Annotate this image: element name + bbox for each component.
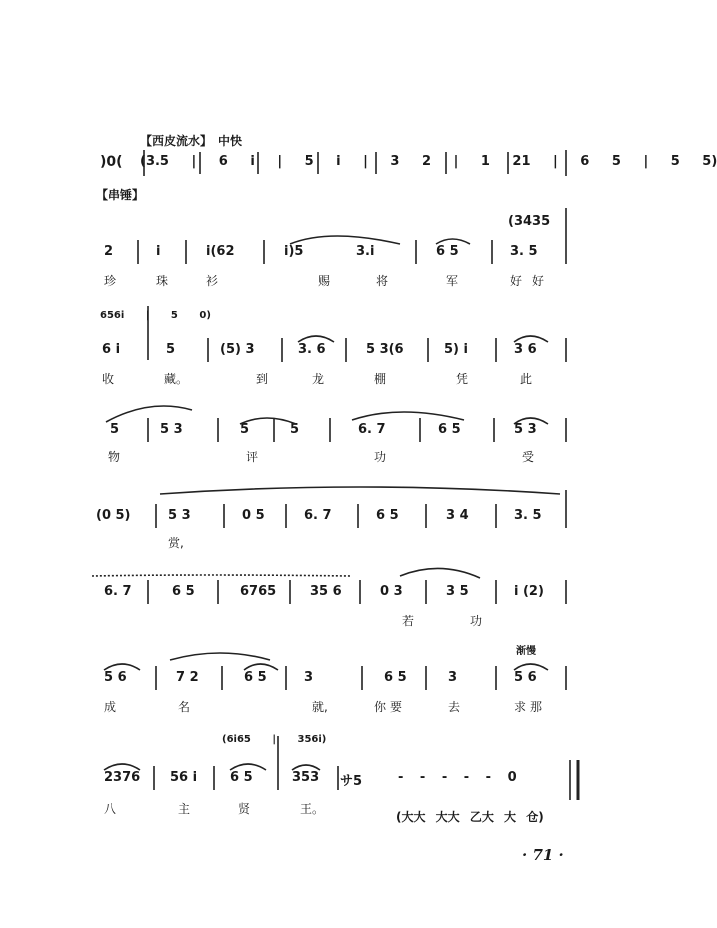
tempo-marking: 中快	[218, 134, 243, 148]
line5-note-6: 3 5	[446, 584, 469, 599]
line6-note-1: 5 6	[104, 670, 127, 685]
intro-row: (3.5 | 6 i | 5 i | 3 2 | 1 21 | 6 5 | 5 5)	[140, 154, 717, 169]
line1-note-1: 2	[104, 244, 114, 259]
line2-note-3: (5) 3	[220, 342, 255, 357]
line2-lyric-6: 凭	[456, 372, 469, 386]
line6-note-4: 3	[304, 670, 314, 685]
line1-note-7: 3. 5	[510, 244, 538, 259]
line5-lyric-1: 若	[402, 614, 415, 628]
line5-note-5: 0 3	[380, 584, 403, 599]
line4-lyric-1: 赏,	[168, 536, 184, 550]
line1-note-4: i)5	[284, 244, 304, 259]
line1-lyric-6: 军	[446, 274, 459, 288]
line7-note-3: 6 5	[230, 770, 253, 785]
line3-note-6: 6 5	[438, 422, 461, 437]
line2-upper: 656i | 5 0)	[100, 310, 211, 321]
line7-lyric-3: 贤	[238, 802, 251, 816]
line3-lyric-2: 评	[246, 450, 259, 464]
instrument-tag: 【串锤】	[96, 188, 145, 202]
line4-note-4: 6. 7	[304, 508, 332, 523]
line7-lyric-4: 王。	[300, 802, 325, 816]
line6-note-5: 6 5	[384, 670, 407, 685]
line2-lyric-2: 藏。	[164, 372, 189, 386]
line7-note-6: - - - - - 0	[398, 770, 517, 785]
lead-in: )0(	[100, 154, 123, 170]
line2-lyric-3: 到	[256, 372, 269, 386]
line7-lyric-2: 主	[178, 802, 191, 816]
line5-note-7: i (2)	[514, 584, 544, 599]
percussion-pattern: (大大 大大 乙大 大 仓)	[396, 810, 544, 824]
line2-note-4: 3. 6	[298, 342, 326, 357]
line6-lyric-5: 去	[448, 700, 461, 714]
line1-lyric-5: 将	[376, 274, 389, 288]
line3-lyric-3: 功	[374, 450, 387, 464]
line1-lyric-4: 赐	[318, 274, 331, 288]
line5-lyric-2: 功	[470, 614, 483, 628]
line3-lyric-1: 物	[108, 450, 121, 464]
line3-note-5: 6. 7	[358, 422, 386, 437]
line2-note-2: 5	[166, 342, 176, 357]
line1-note-5: 3.i	[356, 244, 375, 259]
line6-note-7: 5 6	[514, 670, 537, 685]
line4-note-1: (0 5)	[96, 508, 131, 523]
line6-lyric-4: 你要	[374, 700, 407, 714]
line7-note-5: サ5	[340, 774, 363, 789]
line1-lyric-2: 珠	[156, 274, 169, 288]
line3-note-1: 5	[110, 422, 120, 437]
line2-note-5: 5 3(6	[366, 342, 404, 357]
line5-note-3: 6765	[240, 584, 277, 599]
line4-note-5: 6 5	[376, 508, 399, 523]
line6-lyric-2: 名	[178, 700, 191, 714]
line6-lyric-6: 求那	[514, 700, 547, 714]
line6-lyric-1: 成	[104, 700, 117, 714]
line6-note-3: 6 5	[244, 670, 267, 685]
line3-note-7: 5 3	[514, 422, 537, 437]
line2-note-6: 5) i	[444, 342, 468, 357]
line5-note-2: 6 5	[172, 584, 195, 599]
line6-note-6: 3	[448, 670, 458, 685]
line5-note-4: 35 6	[310, 584, 342, 599]
line7-upper: (6i65 | 356i)	[222, 734, 327, 745]
line2-lyric-5: 棚	[374, 372, 387, 386]
line1-lyric-7: 好好	[510, 274, 555, 288]
line1-note-6: 6 5	[436, 244, 459, 259]
line4-note-7: 3. 5	[514, 508, 542, 523]
line3-note-2: 5 3	[160, 422, 183, 437]
line3-note-3: 5	[240, 422, 250, 437]
line1-lyric-3: 衫	[206, 274, 219, 288]
line2-note-1: 6 i	[102, 342, 121, 357]
line2-lyric-4: 龙	[312, 372, 325, 386]
line2-note-7: 3 6	[514, 342, 537, 357]
line7-note-4: 353	[292, 770, 320, 785]
line1-note-3: i(62	[206, 244, 235, 259]
line4-note-3: 0 5	[242, 508, 265, 523]
line1-note-2: i	[156, 244, 161, 259]
line1-lyric-1: 珍	[104, 274, 117, 288]
line7-note-2: 56 i	[170, 770, 198, 785]
section-tag: 【西皮流水】	[140, 134, 213, 148]
line7-lyric-1: 八	[104, 802, 117, 816]
line2-lyric-1: 收	[102, 372, 115, 386]
line3-note-4: 5	[290, 422, 300, 437]
line6-note-2: 7 2	[176, 670, 199, 685]
line4-note-2: 5 3	[168, 508, 191, 523]
line4-note-6: 3 4	[446, 508, 469, 523]
page-number: · 71 ·	[522, 846, 564, 864]
line7-note-1: 2376	[104, 770, 141, 785]
line3-lyric-4: 受	[522, 450, 535, 464]
line1-ornament: (3435	[508, 214, 551, 229]
line2-lyric-7: 此	[520, 372, 533, 386]
tempo-change-marking: 渐慢	[516, 646, 536, 657]
line5-note-1: 6. 7	[104, 584, 132, 599]
line6-lyric-3: 就,	[312, 700, 328, 714]
